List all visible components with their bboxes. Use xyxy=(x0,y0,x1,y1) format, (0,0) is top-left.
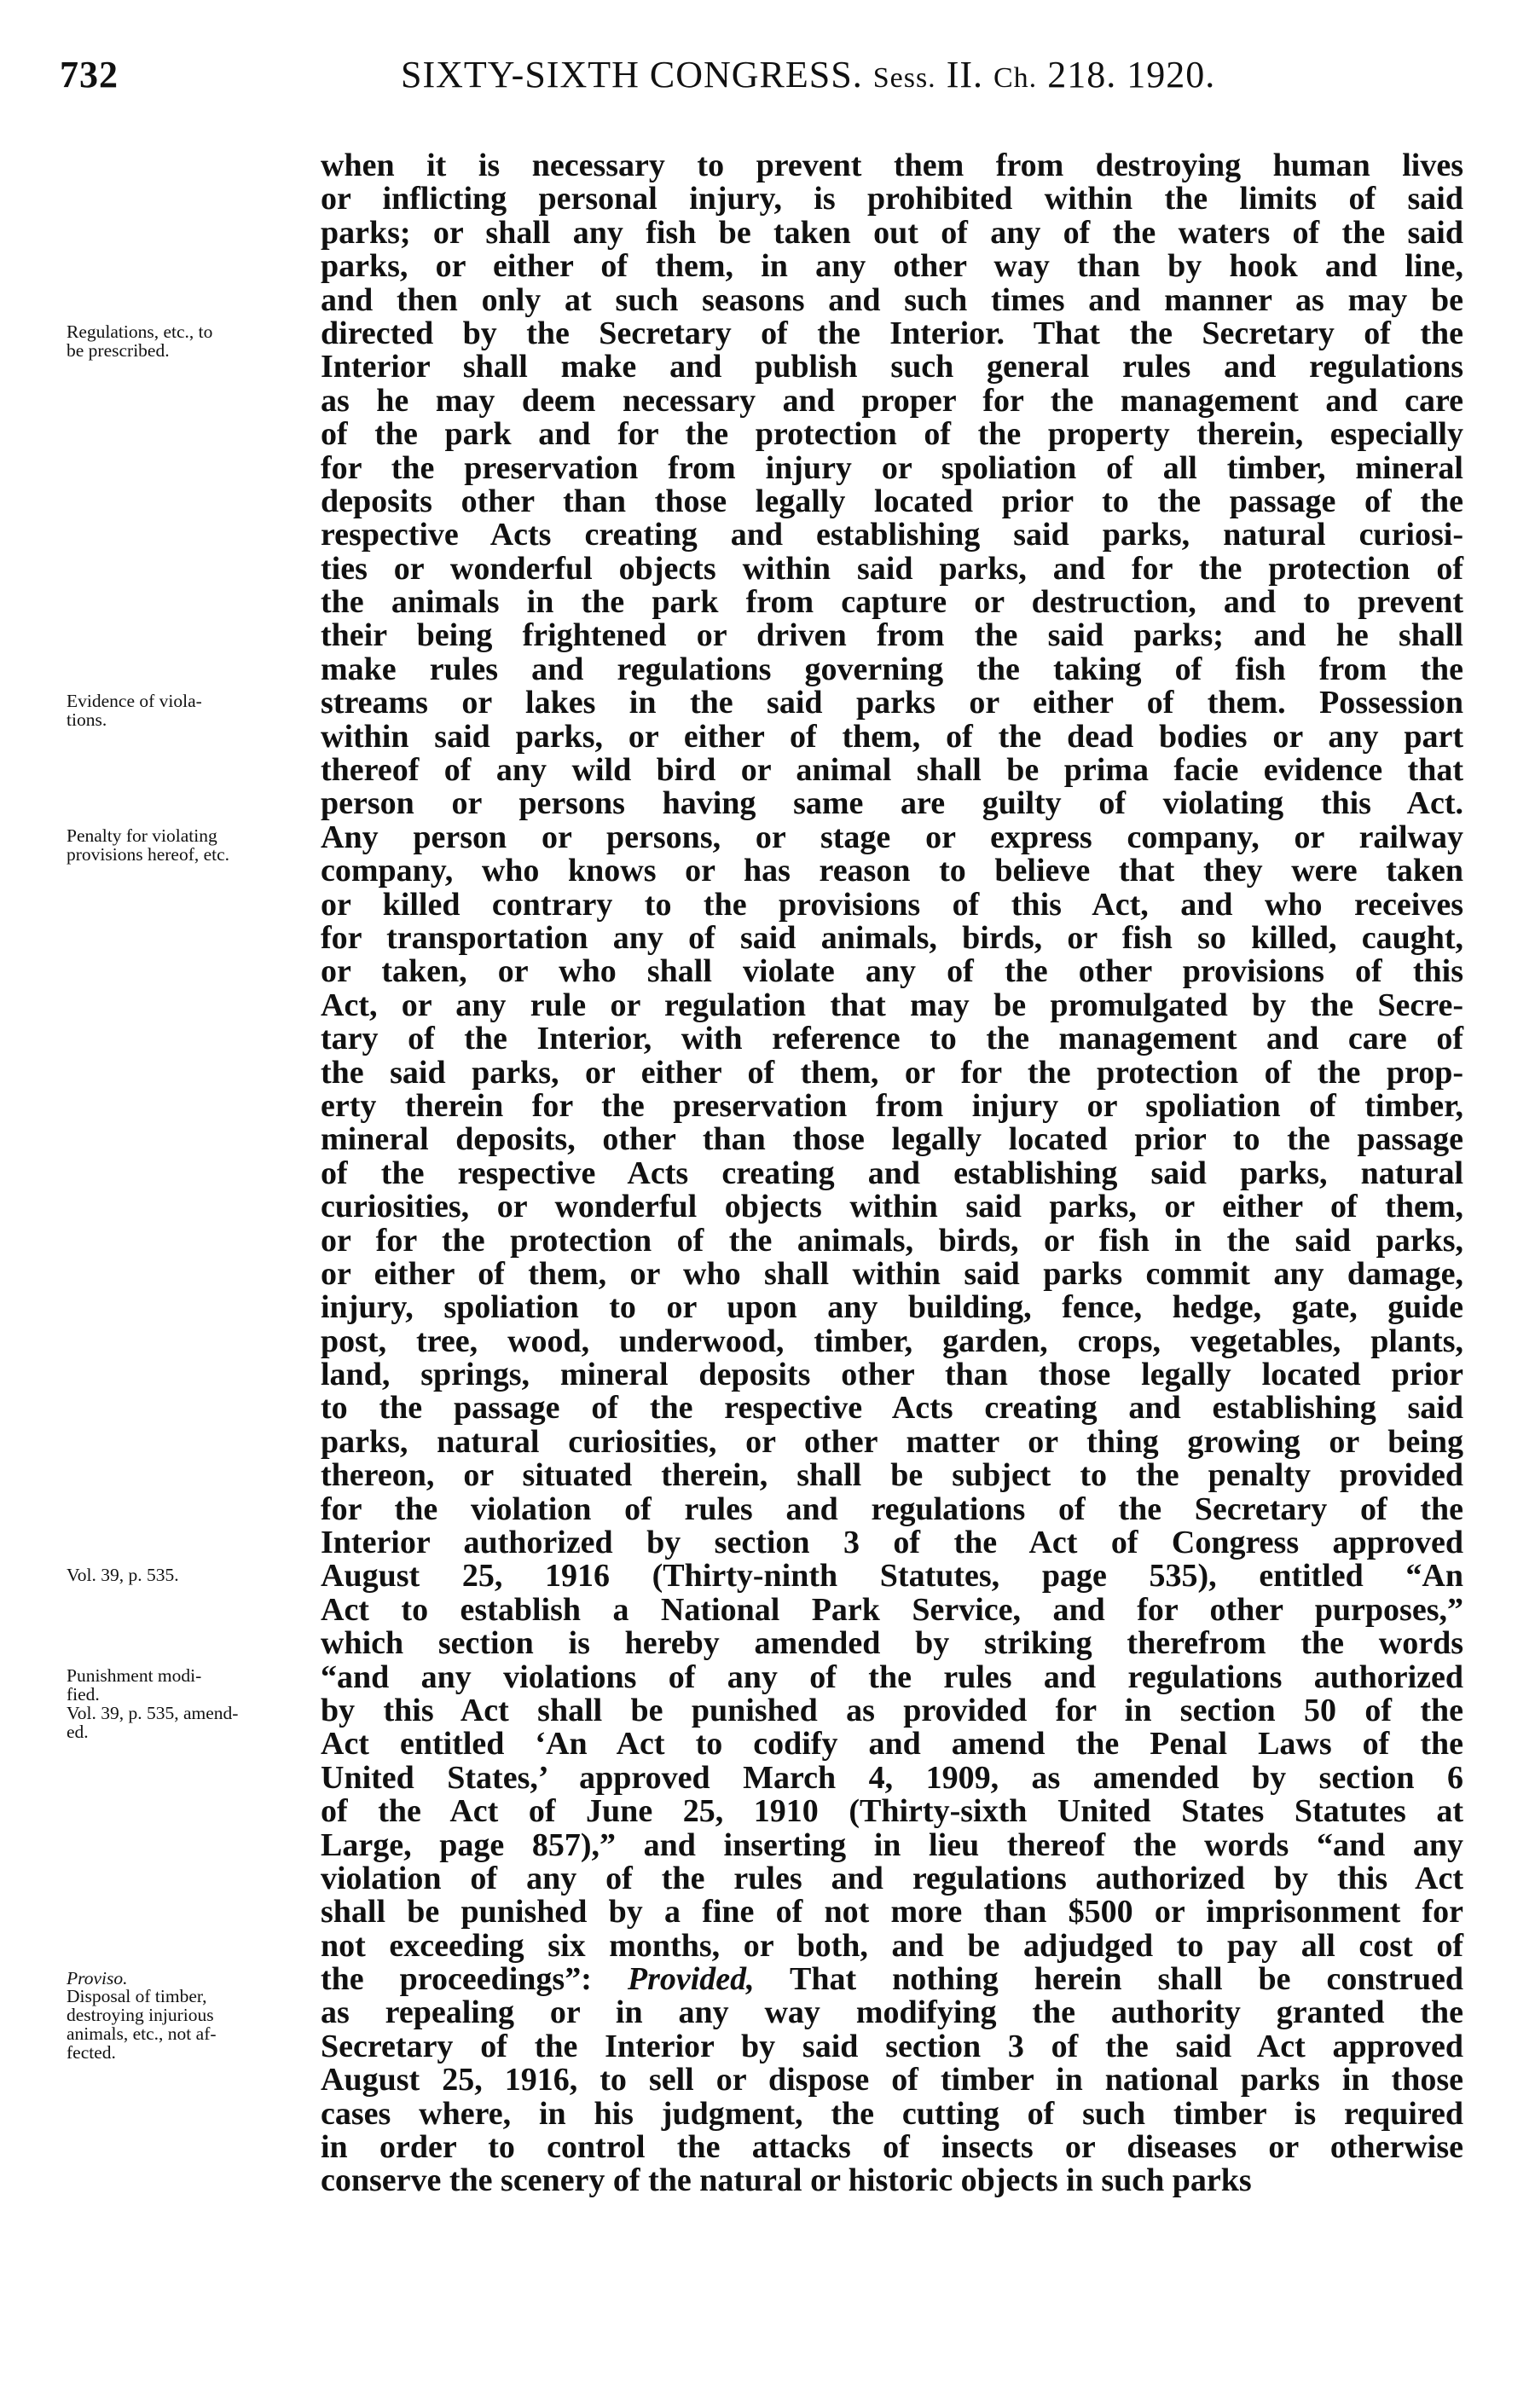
body-line: Secretary of the Interior by said section 3 of the said Act approved xyxy=(321,2028,1463,2064)
body-line: of the Act of June 25, 1910 (Thirty-sixth United States Statutes at xyxy=(321,1793,1463,1830)
body-line: and then only at such seasons and such times and manner as may be xyxy=(321,281,1463,318)
body-line: within said parks, or either of them, of the dead bodies or any part xyxy=(321,718,1463,755)
body-line: curiosities, or wonderful objects within said parks, or either of them, xyxy=(321,1189,1463,1225)
margin-note-penalty: Penalty for violating provisions hereof, etc. xyxy=(67,825,230,865)
body-line: shall be punished by a fine of not more than $500 or imprisonment for xyxy=(321,1894,1463,1930)
body-line: Large, page 857),” and inserting in lieu thereof the words “and any xyxy=(321,1826,1463,1863)
body-line: United States,’ approved March 4, 1909, as amended by section 6 xyxy=(321,1759,1463,1796)
body-line: or for the protection of the animals, birds, or fish in the said parks, xyxy=(321,1222,1463,1259)
body-line: person or persons having same are guilty of violating this Act. xyxy=(321,785,1463,822)
body-line: not exceeding six months, or both, and be adjudged to pay all cost of xyxy=(321,1927,1463,1964)
margin-note-vol39: Vol. 39, p. 535. xyxy=(67,1564,179,1585)
body-line: as repealing or in any way modifying the authority granted the xyxy=(321,1994,1463,2031)
body-line: thereof of any wild bird or animal shall be prima facie evidence that xyxy=(321,752,1463,789)
body-line: Act to establish a National Park Service, and for other purposes,” xyxy=(321,1591,1463,1628)
body-line: August 25, 1916 (Thirty-ninth Statutes, page 535), entitled “An xyxy=(321,1558,1463,1595)
body-line: or either of them, or who shall within said parks commit any damage, xyxy=(321,1255,1463,1292)
body-line: Act entitled ‘An Act to codify and amend the Penal Laws of the xyxy=(321,1726,1463,1763)
body-line: or inflicting personal injury, is prohibited within the limits of said xyxy=(321,181,1463,217)
title-session-label: Sess. xyxy=(872,62,936,94)
proviso-line-start: the proceedings”: xyxy=(321,1961,628,1998)
body-line: cases where, in his judgment, the cutting of such timber is required xyxy=(321,2095,1463,2132)
body-line: “and any violations of any of the rules and regulations authorized xyxy=(321,1658,1463,1695)
body-line: of the park and for the protection of the property therein, especially xyxy=(321,416,1463,453)
body-line: by this Act shall be punished as provided for in section 50 of the xyxy=(321,1692,1463,1728)
title-session-number: II. xyxy=(946,54,983,96)
body-line: the animals in the park from capture or destruction, and to prevent xyxy=(321,584,1463,621)
body-line: thereon, or situated therein, shall be subject to the penalty provided xyxy=(321,1457,1463,1494)
running-title xyxy=(401,53,1215,96)
margin-note-punishment: Punishment modi- fied. Vol. 39, p. 535, amend- ed. xyxy=(67,1665,239,1742)
body-line: Act, or any rule or regulation that may be promulgated by the Secre- xyxy=(321,987,1463,1023)
body-line: respective Acts creating and establishing said parks, natural curiosi- xyxy=(321,517,1463,553)
body-line: injury, spoliation to or upon any building, fence, hedge, gate, guide xyxy=(321,1289,1463,1326)
body-line: erty therein for the preservation from injury or spoliation of timber, xyxy=(321,1087,1463,1124)
body-line: parks, or either of them, in any other way than by hook and line, xyxy=(321,248,1463,285)
body-line: which section is hereby amended by striking therefrom the words xyxy=(321,1625,1463,1662)
body-line: of the respective Acts creating and establishing said parks, natural xyxy=(321,1155,1463,1191)
body-line: as he may deem necessary and proper for the management and care xyxy=(321,382,1463,419)
margin-note-evidence: Evidence of viola- tions. xyxy=(67,691,202,731)
body-line: August 25, 1916, to sell or dispose of timber in national parks in those xyxy=(321,2062,1463,2098)
body-line: for transportation any of said animals, birds, or fish so killed, caught, xyxy=(321,919,1463,956)
body-line: ties or wonderful objects within said parks, and for the protection of xyxy=(321,550,1463,587)
body-line: deposits other than those legally located prior to the passage of the xyxy=(321,483,1463,519)
body-line: tary of the Interior, with reference to the management and care of xyxy=(321,1021,1463,1057)
body-line: mineral deposits, other than those legally located prior to the passage xyxy=(321,1121,1463,1158)
body-line: when it is necessary to prevent them from destroying human lives xyxy=(321,148,1463,183)
body-line: Any person or persons, or stage or express company, or railway xyxy=(321,819,1463,855)
page-number: 732 xyxy=(60,54,119,96)
body-line: to the passage of the respective Acts creating and establishing said xyxy=(321,1390,1463,1427)
title-chapter-label: Ch. xyxy=(993,62,1038,94)
margin-note-disposal: Disposal of timber, destroying injurious animals, etc., not af- fected. xyxy=(67,1986,217,2064)
body-line: the said parks, or either of them, or for the protection of the prop- xyxy=(321,1054,1463,1091)
proviso-keyword: Provided, xyxy=(627,1961,755,1998)
statute-body-text xyxy=(321,149,1463,2198)
body-line: Interior authorized by section 3 of the Act of Congress approved xyxy=(321,1525,1463,1561)
margin-note-proviso: Proviso. xyxy=(67,1967,128,1988)
body-line: parks; or shall any fish be taken out of any of the waters of the said xyxy=(321,214,1463,251)
page-header xyxy=(60,53,1467,113)
body-line: parks, natural curiosities, or other matter or thing growing or being xyxy=(321,1423,1463,1460)
title-congress: SIXTY-SIXTH CONGRESS. xyxy=(401,54,863,96)
title-chapter-number: 218. xyxy=(1047,54,1117,96)
body-line: in order to control the attacks of insects or diseases or otherwise xyxy=(321,2129,1463,2166)
margin-note-regulations: Regulations, etc., to be prescribed. xyxy=(67,321,213,361)
body-line: their being frightened or driven from the said parks; and he shall xyxy=(321,617,1463,654)
proviso-line-end: That nothing herein shall be construed xyxy=(754,1961,1463,1998)
body-line: conserve the scenery of the natural or historic objects in such parks xyxy=(321,2162,1252,2199)
body-line: post, tree, wood, underwood, timber, garden, crops, vegetables, plants, xyxy=(321,1323,1463,1359)
body-line: for the violation of rules and regulations of the Secretary of the xyxy=(321,1491,1463,1527)
body-line: streams or lakes in the said parks or either of them. Possession xyxy=(321,685,1463,721)
body-line: violation of any of the rules and regulations authorized by this Act xyxy=(321,1860,1463,1896)
title-year: 1920. xyxy=(1127,54,1216,96)
body-line: Interior shall make and publish such general rules and regulations xyxy=(321,349,1463,385)
body-line: land, springs, mineral deposits other than those legally located prior xyxy=(321,1357,1463,1393)
body-line: directed by the Secretary of the Interior. That the Secretary of the xyxy=(321,315,1463,351)
body-line: for the preservation from injury or spoliation of all timber, mineral xyxy=(321,449,1463,486)
body-line: or killed contrary to the provisions of this Act, and who receives xyxy=(321,886,1463,923)
body-line: company, who knows or has reason to believe that they were taken xyxy=(321,853,1463,889)
body-line xyxy=(321,1963,1463,1996)
body-line: or taken, or who shall violate any of the other provisions of this xyxy=(321,953,1463,990)
body-line: make rules and regulations governing the taking of fish from the xyxy=(321,651,1463,687)
